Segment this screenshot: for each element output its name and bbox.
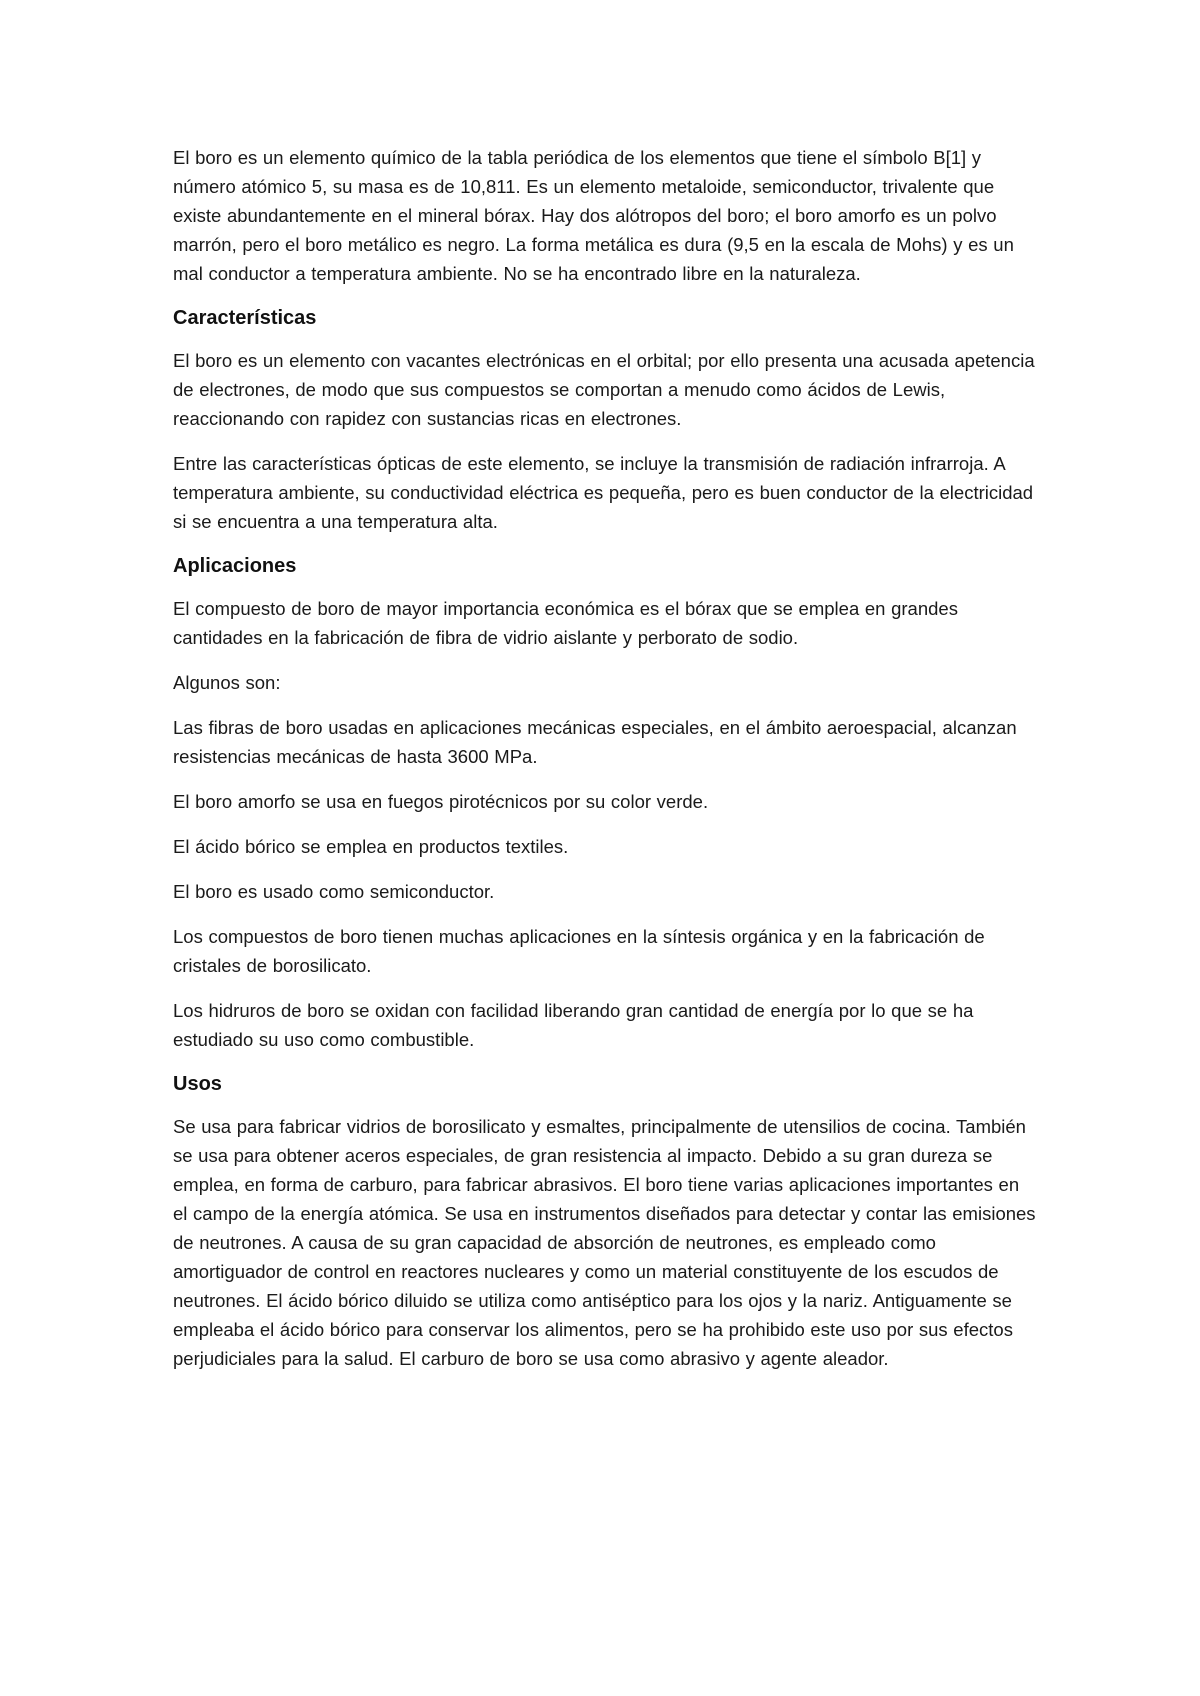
section-heading-aplicaciones: Aplicaciones (173, 555, 297, 577)
paragraph: Entre las características ópticas de este elemento, se incluye la transmisión de radiación infrarroja. A temperatura ambiente, su conductividad eléctrica es pequeña, pero es buen conductor de la electricidad si se encuentra a una temperatura alta. (173, 453, 1034, 532)
paragraph: El compuesto de boro de mayor importancia económica es el bórax que se emplea en grandes cantidades en la fabricación de fibra de vidrio aislante y perborato de sodio. (173, 598, 958, 648)
paragraph: El ácido bórico se emplea en productos textiles. (173, 836, 569, 857)
paragraph: Las fibras de boro usadas en aplicaciones mecánicas especiales, en el ámbito aeroespacial, alcanzan resistencias mecánicas de hasta 3600 MPa. (173, 717, 1017, 767)
paragraph: Los compuestos de boro tienen muchas aplicaciones en la síntesis orgánica y en la fabricación de cristales de borosilicato. (173, 926, 985, 976)
paragraph: El boro es un elemento con vacantes electrónicas en el orbital; por ello presenta una acusada apetencia de electrones, de modo que sus compuestos se comportan a menudo como ácidos de Lewis, reaccionando con rapidez con sustancias ricas en electrones. (173, 350, 1035, 429)
section-heading-caracteristicas: Características (173, 307, 317, 329)
paragraph: El boro es usado como semiconductor. (173, 881, 495, 902)
paragraph: Los hidruros de boro se oxidan con facilidad liberando gran cantidad de energía por lo que se ha estudiado su uso como combustible. (173, 1000, 974, 1050)
section-heading-usos: Usos (173, 1073, 222, 1095)
paragraph: Algunos son: (173, 672, 281, 693)
document-page (173, 143, 1039, 1389)
paragraph: Se usa para fabricar vidrios de borosilicato y esmaltes, principalmente de utensilios de cocina. También se usa para obtener aceros especiales, de gran resistencia al impacto. Debido a su gran dureza se emplea, en forma de carburo, para fabricar abrasivos. El boro tiene varias aplicaciones importantes en el campo de la energía atómica. Se usa en instrumentos diseñados para detectar y contar las emisiones de neutrones. A causa de su gran capacidad de absorción de neutrones, es empleado como amortiguador de control en reactores nucleares y como un material constituyente de los escudos de neutrones. El ácido bórico diluido se utiliza como antiséptico para los ojos y la nariz. Antiguamente se empleaba el ácido bórico para conservar los alimentos, pero se ha prohibido este uso por sus efectos perjudiciales para la salud. El carburo de boro se usa como abrasivo y agente aleador. (173, 1116, 1036, 1369)
paragraph: El boro amorfo se usa en fuegos pirotécnicos por su color verde. (173, 791, 709, 812)
intro-paragraph: El boro es un elemento químico de la tabla periódica de los elementos que tiene el símbolo B[1] y número atómico 5, su masa es de 10,811. Es un elemento metaloide, semiconductor, trivalente que existe abundantemente en el mineral bórax. Hay dos alótropos del boro; el boro amorfo es un polvo marrón, pero el boro metálico es negro. La forma metálica es dura (9,5 en la escala de Mohs) y es un mal conductor a temperatura ambiente. No se ha encontrado libre en la naturaleza. (173, 147, 1014, 284)
